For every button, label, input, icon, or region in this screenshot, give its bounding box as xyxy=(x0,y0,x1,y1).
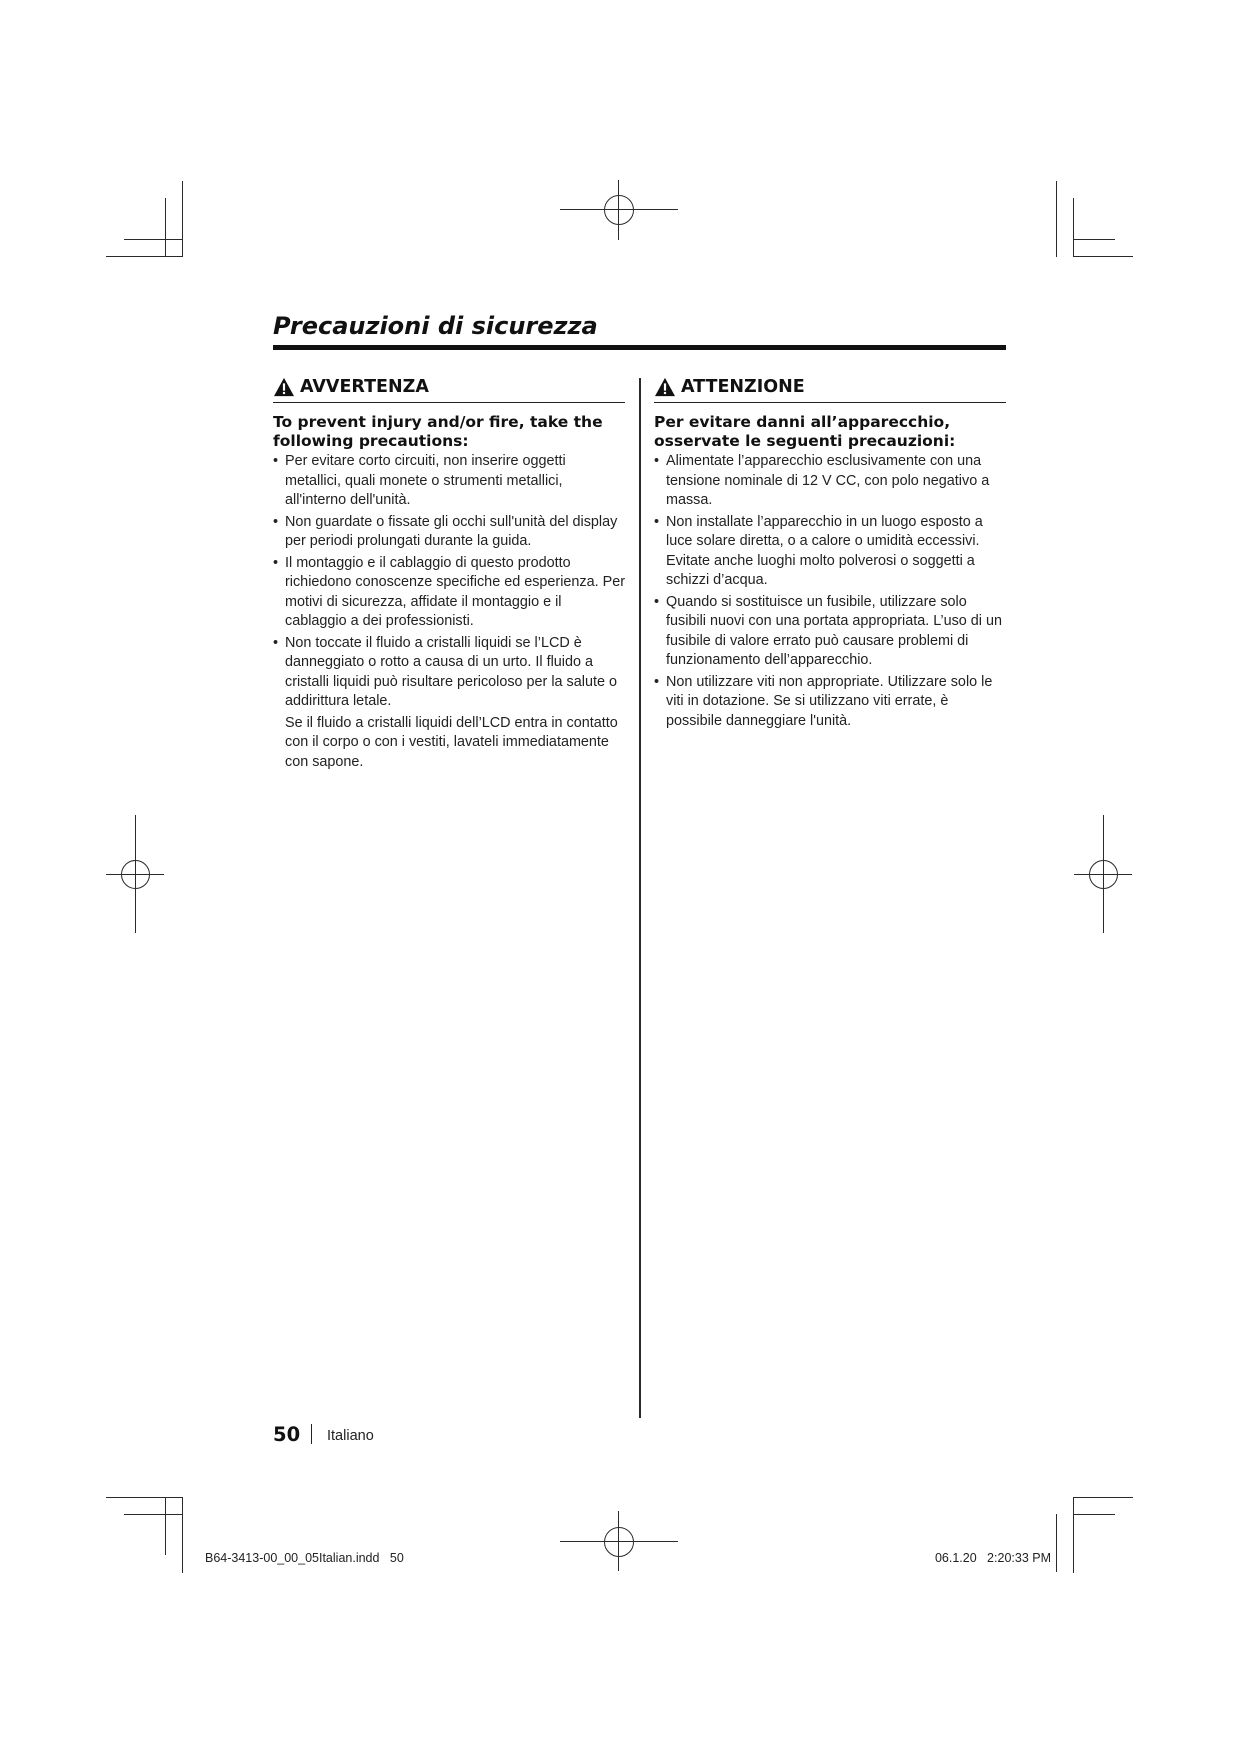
caution-subheading: Per evitare danni all’apparecchio, osservate le seguenti precauzioni: xyxy=(654,413,956,450)
list-item: • Non utilizzare viti non appropriate. Utilizzare solo le viti in dotazione. Se si utilizzano viti errate, è possibile danneggiare l'unità. xyxy=(654,673,1006,732)
crop-mark xyxy=(165,1497,166,1555)
crop-mark xyxy=(182,181,183,257)
caution-heading xyxy=(654,372,1006,403)
crop-mark xyxy=(124,1514,182,1515)
footer-language: Italiano xyxy=(327,1428,374,1444)
crop-mark xyxy=(1073,1497,1074,1573)
crop-mark xyxy=(1073,1497,1133,1498)
list-item: • Non guardate o fissate gli occhi sull'unità del display per periodi prolungati durante la guida. xyxy=(273,513,625,552)
page-number: 50 xyxy=(273,1423,301,1446)
list-item: • Per evitare corto circuiti, non inserire oggetti metallici, quali monete o strumenti metallici, all'interno dell'unità. xyxy=(273,452,625,511)
caution-heading-label: ATTENZIONE xyxy=(681,377,805,397)
caution-section xyxy=(654,372,1006,733)
list-item: • Non installate l’apparecchio in un luogo esposto a luce solare diretta, o a calore o umidità eccessivi. Evitate anche luoghi molto polverosi o soggetti a schizzi d’acqua. xyxy=(654,513,1006,591)
warning-continuation: Se il fluido a cristalli liquidi dell’LCD entra in contatto con il corpo o con i vestiti, lavateli immediatamente con sapone. xyxy=(285,714,618,770)
warning-heading-label: AVVERTENZA xyxy=(300,377,429,397)
caution-list xyxy=(654,452,1006,731)
crop-mark xyxy=(124,239,182,240)
warning-list xyxy=(273,452,625,712)
crop-mark xyxy=(1073,256,1133,257)
list-item: • Quando si sostituisce un fusibile, utilizzare solo fusibili nuovi con una portata appropriata. L’uso di un fusibile di valore errato può causare problemi di funzionamento dell’apparecchio. xyxy=(654,593,1006,671)
crop-mark xyxy=(106,256,182,257)
warning-heading xyxy=(273,372,625,403)
slug-file-name: B64-3413-00_00_05Italian.indd 50 xyxy=(205,1551,404,1565)
crop-mark xyxy=(1073,198,1074,257)
warning-triangle-icon xyxy=(273,377,295,397)
list-item: • Il montaggio e il cablaggio di questo prodotto richiedono conoscenze specifiche ed esperienza. Per motivi di sicurezza, affidate il montaggio e il cablaggio a dei professionisti. xyxy=(273,554,625,632)
crop-mark xyxy=(165,198,166,257)
slug-datetime: 06.1.20 2:20:33 PM xyxy=(934,1551,1051,1565)
page-title: Precauzioni di sicurezza xyxy=(273,312,598,340)
crop-mark xyxy=(1073,1514,1115,1515)
warning-subheading: To prevent injury and/or fire, take the following precautions: xyxy=(273,413,603,450)
warning-triangle-icon xyxy=(654,377,676,397)
crop-mark xyxy=(182,1497,183,1573)
crop-mark xyxy=(1073,239,1115,240)
crop-mark xyxy=(1056,181,1057,257)
column-divider xyxy=(639,378,641,1418)
list-item: • Non toccate il fluido a cristalli liquidi se l’LCD è danneggiato o rotto a causa di un urto. Il fluido a cristalli liquidi può risultare pericoloso per la salute o addirittura letale. xyxy=(273,634,625,712)
title-rule xyxy=(273,345,1006,350)
warning-section xyxy=(273,372,625,772)
crop-mark xyxy=(1056,1514,1057,1572)
list-item: • Alimentate l’apparecchio esclusivamente con una tensione nominale di 12 V CC, con polo negativo a massa. xyxy=(654,452,1006,511)
crop-mark xyxy=(106,1497,182,1498)
footer-separator xyxy=(311,1424,312,1444)
